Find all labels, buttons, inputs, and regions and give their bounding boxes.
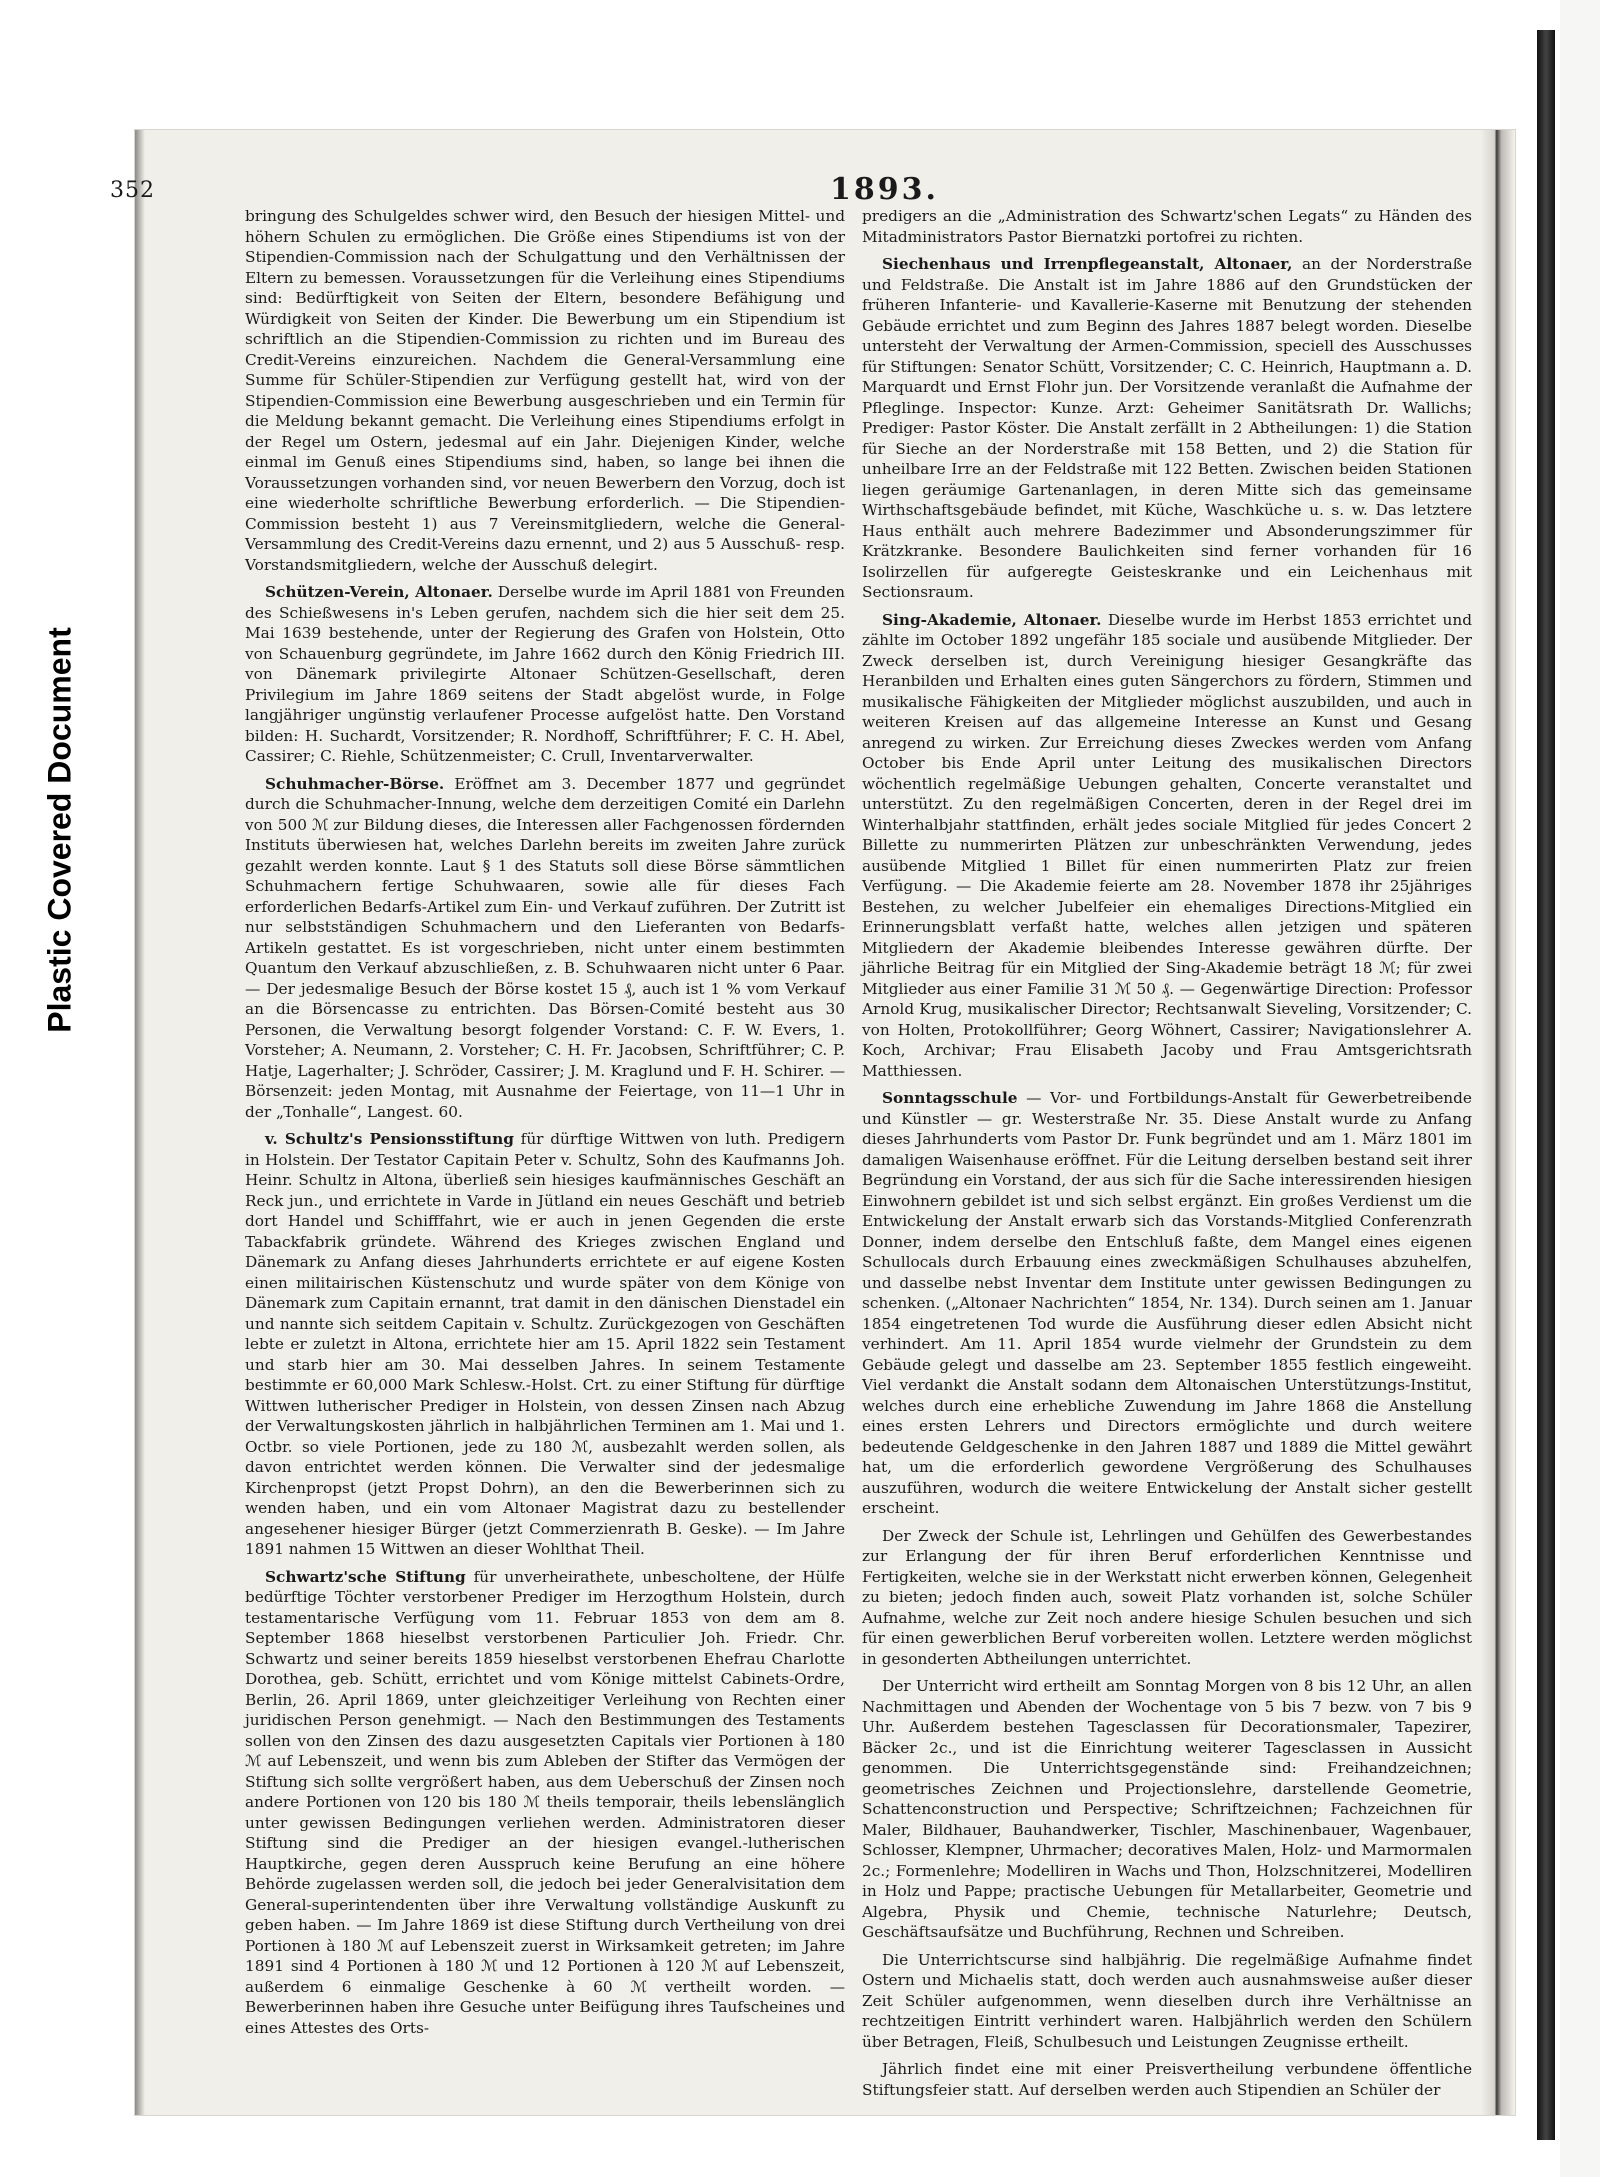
left-column [245,206,845,2045]
entry-heading: Schuhmacher-Börse. [265,774,445,793]
right-column [862,206,1472,2107]
binding-margin [1560,0,1600,2177]
paragraph [862,1950,1472,2053]
page-header [110,172,1410,208]
binding-shadow [1537,30,1555,2140]
paragraph-text: Die Unterrichtscurse sind halbjährig. Die regelmäßige Aufnahme findet Ostern und Michaelis statt, doch werden auch ausnahmsweise außer dieser Zeit Schüler aufgenommen, wenn dieselben durch ihre Verhältnisse an rechtzeitigen Eintritt verhindert waren. Halbjährlich werden den Schülern über Betragen, Fleiß, Schulbesuch und Leistungen Zeugnisse ertheilt. [862,1950,1472,2051]
paragraph-text: Der Unterricht wird ertheilt am Sonntag Morgen von 8 bis 12 Uhr, an allen Nachmittagen und Abenden der Wochentage von 5 bis 7 bezw. von 7 bis 9 Uhr. Außerdem bestehen Tagesclassen für Decorationsmaler, Tapezirer, Bäcker 2c., und ist die Einrichtung weiterer Tagesclassen in Aussicht genommen. Die Unterrichtsgegenstände sind: Freihandzeichnen; geometrisches Zeichnen und Projectionslehre, darstellende Geometrie, Schattenconstruction und Perspective; Schriftzeichnen; Fachzeichnen für Maler, Bildhauer, Bauhandwerker, Tischler, Maschinenbauer, Wagenbauer, Schlosser, Klempner, Uhrmacher; decoratives Malen, Holz- und Marmormalen 2c.; Formenlehre; Modelliren in Wachs und Thon, Holzschnitzerei, Modelliren in Holz und Pappe; practische Uebungen für Metallarbeiter, Geometrie und Algebra, Physik und Chemie, technische Naturlehre; Deutsch, Geschäftsaufsätze und Buchführung, Rechnen und Schreiben. [862,1677,1472,1941]
entry-heading: Schützen-Verein, Altonaer. [265,583,493,601]
paragraph [245,1567,845,2039]
paragraph-text: Der Zweck der Schule ist, Lehrlingen und Gehülfen des Gewerbestandes zur Erlangung der für ihren Beruf erforderlichen Kenntnisse und Fertigkeiten, welche sie in der Werkstatt nicht erwerben können, Gelegenheit zu bieten; jedoch finden auch, soweit Platz vorhanden ist, solche Schüler Aufnahme, welche zur Zeit noch andere hiesige Schulen besuchen und sich für einen gewerblichen Beruf vorbereiten wollen. Letztere werden möglichst in gesonderten Abtheilungen unterrichtet. [862,1526,1472,1668]
paragraph [245,1129,845,1560]
paragraph-text: bringung des Schulgeldes schwer wird, den Besuch der hiesigen Mittel- und höhern Schulen zu ermöglichen. Die Größe eines Stipendiums ist von der Stipendien-Commission nach der Schulgattung und den Verhältnissen der Eltern zu bemessen. Voraussetzungen für die Verleihung eines Stipendiums sind: Bedürftigkeit von Seiten der Eltern, besondere Befähigung und Würdigkeit von Seiten der Kinder. Die Bewerbung um ein Stipendium ist schriftlich an die Stipendien-Commission zu richten und im Bureau des Credit-Vereins einzureichen. Nachdem die General-Versammlung eine Summe für Schüler-Stipendien zur Verfügung gestellt hat, wird von der Stipendien-Commission eine Bewerbung ausgeschrieben und ein Termin für die Meldung bekannt gemacht. Die Verleihung eines Stipendiums erfolgt in der Regel um Ostern, jedesmal auf ein Jahr. Diejenigen Kinder, welche einmal im Genuß eines Stipendiums sind, haben, so lange bei ihnen die Voraussetzungen vorhanden sind, vor neuen Bewerbern den Vorzug, doch ist eine wiederholte schriftliche Bewerbung erforderlich. — Die Stipendien-Commission besteht 1) aus 7 Vereinsmitgliedern, welche die General-Versammlung des Credit-Vereins dazu ernennt, und 2) aus 5 Ausschuß- resp. Vorstandsmitgliedern, welche der Ausschuß delegirt. [245,207,845,574]
page-year: 1893. [830,172,939,207]
paragraph-text: Jährlich findet eine mit einer Preisvertheilung verbundene öffentliche Stiftungsfeier statt. Auf derselben werden auch Stipendien an Schüler der [862,2060,1472,2099]
entry-heading: Sonntagsschule [882,1089,1018,1107]
paragraph [862,1676,1472,1943]
scan-edge-left [135,130,145,2115]
paragraph [245,774,845,1123]
paragraph-text: für dürftige Wittwen von luth. Predigern in Holstein. Der Testator Capitain Peter v. Schultz, Sohn des Kaufmanns Joh. Heinr. Schultz in Altona, überließ sein hiesiges kaufmännisches Geschäft an Reck jun., und errichtete in Varde in Jütland ein neues Geschäft und betrieb dort Handel und Schifffahrt, wie er auch in jenen Gegenden die erste Tabackfabrik gründete. Während des Krieges zwischen England und Dänemark zu Anfang dieses Jahrhunderts errichtete er auf eigene Kosten einen militairischen Küstenschutz und wurde später von dem Könige von Dänemark zum Capitain ernannt, trat damit in den dänischen Dienstadel ein und nannte sich seitdem Capitain v. Schultz. Zurückgezogen von Geschäften lebte er zuletzt in Altona, errichtete hier am 15. April 1822 sein Testament und starb hier am 30. Mai desselben Jahres. In seinem Testamente bestimmte er 60,000 Mark Schlesw.-Holst. Crt. zu einer Stiftung für dürftige Wittwen lutherischer Prediger in Holstein, von dessen Zinsen nach Abzug der Verwaltungskosten jährlich in halbjährlichen Terminen am 1. Mai und 1. Octbr. so viele Portionen, jede zu 180 ℳ, ausbezahlt werden sollen, als davon entrichtet werden können. Die Verwalter sind der jedesmalige Kirchenpropst (jetzt Propst Dohrn), an den die Bewerberinnen sich zu wenden haben, und ein vom Altonaer Magistrat dazu zu bestellender angesehener hiesiger Bürger (jetzt Commerzienrath B. Geske). — Im Jahre 1891 nahmen 15 Wittwen an dieser Wohlthat Theil. [245,1130,845,1558]
entry-heading: Sing-Akademie, Altonaer. [882,610,1102,629]
paragraph-text: für unverheirathete, unbescholtene, der Hülfe bedürftige Töchter verstorbener Prediger im Herzogthum Holstein, durch testamentarische Verfügung vom 11. Februar 1853 von dem am 8. September 1868 hieselbst verstorbenen Particulier Joh. Friedr. Chr. Schwartz und seiner bereits 1859 hieselbst verstorbenen Ehefrau Charlotte Dorothea, geb. Schütt, errichtet und vom Könige mittelst Cabinets-Ordre, Berlin, 26. April 1869, unter gleichzeitiger Verleihung von Rechten einer juridischen Person genehmigt. — Nach den Bestimmungen des Testaments sollen von den Zinsen des dazu ausgesetzten Capitals vier Portionen à 180 ℳ auf Lebenszeit, und wenn bis zum Ableben der Stifter das Vermögen der Stiftung sich sollte vergrößert haben, aus dem Ueberschuß der Zinsen noch andere Portionen von 120 bis 180 ℳ theils temporair, theils lebenslänglich unter gewissen Bedingungen verliehen werden. Administratoren dieser Stiftung sind die Prediger an der hiesigen evangel.-lutherischen Hauptkirche, gegen deren Ausspruch keine Berufung an eine höhere Behörde zugelassen werden soll, die jedoch bei jeder Generalvisitation dem General-superintendenten über ihre Verwaltung vollständige Auskunft zu geben haben. — Im Jahre 1869 ist diese Stiftung durch Vertheilung von drei Portionen à 180 ℳ auf Lebenszeit zuerst in Wirksamkeit getreten; im Jahre 1891 sind 4 Portionen à 180 ℳ und 12 Portionen à 120 ℳ auf Lebenszeit, außerdem 6 einmalige Geschenke à 60 ℳ vertheilt worden. — Bewerberinnen haben ihre Gesuche unter Beifügung ihres Taufscheines und eines Attestes des Orts- [245,1567,845,2037]
page-number: 352 [110,178,155,203]
paragraph-text: an der Norderstraße und Feldstraße. Die Anstalt ist im Jahre 1886 auf den Grundstücken der früheren Infanterie- und Kavallerie-Kaserne mit Benutzung der stehenden Gebäude errichtet und zum Beginn des Jahres 1887 belegt worden. Dieselbe untersteht der Verwaltung der Armen-Commission, speciell des Ausschusses für Stiftungen: Senator Schütt, Vorsitzender; C. C. Heinrich, Hauptmann a. D. Marquardt und Ernst Flohr jun. Der Vorsitzende veranlaßt die Aufnahme der Pfleglinge. Inspector: Kunze. Arzt: Geheimer Sanitätsrath Dr. Wallichs; Prediger: Pastor Köster. Die Anstalt zerfällt in 2 Abtheilungen: 1) die Station für Sieche an der Norderstraße mit 158 Betten, und 2) die Station für unheilbare Irre an der Feldstraße mit 122 Betten. Zwischen beiden Stationen liegen geräumige Gartenanlagen, in deren Mitte sich das gemeinsame Wirthschaftsgebäude befindet, mit Küche, Waschküche u. s. w. Das letztere Haus enthält auch mehrere Badezimmer und Absonderungszimmer für Krätzkranke. Besondere Baulichkeiten sind ferner vorhanden für 16 Isolirzellen für aufgeregte Geisteskranke und ein Leichenhaus mit Sectionsraum. [862,255,1473,601]
entry-heading: Schwartz'sche Stiftung [265,1567,466,1586]
paragraph [862,206,1472,247]
side-label-text: Plastic Covered Document [41,627,78,1033]
paragraph-text: — Vor- und Fortbildungs-Anstalt für Gewerbetreibende und Künstler — gr. Westerstraße Nr. 35. Diese Anstalt wurde zu Anfang dieses Jahrhunderts vom Pastor Dr. Funk begründet und am 1. März 1801 im damaligen Waisenhause eröffnet. Für die Leitung derselben bestand seit ihrer Begründung ein Vorstand, der aus sich für die Sache interessirenden hiesigen Einwohnern gebildet ist und sich selbst ergänzt. Ein großes Verdienst um die Entwickelung der Anstalt erwarb sich das Vorstands-Mitglied Conferenzrath Donner, indem derselbe den Entschluß faßte, dem Mangel eines eigenen Schullocals durch Erbauung eines zweckmäßigen Schulhauses abzuhelfen, und dasselbe nebst Inventar dem Institute unter gewissen Bedingungen zu schenken. („Altonaer Nachrichten“ 1854, Nr. 134). Durch seinen am 1. Januar 1854 eingetretenen Tod wurde die Ausführung dieser edlen Absicht nicht verhindert. Am 11. April 1854 wurde vielmehr der Grundstein zu dem Gebäude gelegt und dasselbe am 23. September 1855 festlich eingeweiht. Viel verdankt die Anstalt sodann dem Altonaischen Unterstützungs-Institut, welches durch eine erhebliche Zuwendung im Jahre 1868 die Anstellung eines ersten Lehrers und Directors ermöglichte und durch weitere bedeutende Geldgeschenke in den Jahren 1887 und 1889 die Mittel gewährt hat, um die erforderlich gewordene Vergrößerung des Schulhauses auszuführen, wodurch die weitere Entwickelung der Anstalt sicher gestellt erscheint. [862,1089,1472,1517]
paragraph-text: Dieselbe wurde im Herbst 1853 errichtet und zählte im October 1892 ungefähr 185 sociale und ausübende Mitglieder. Der Zweck derselben ist, durch Vereinigung hiesiger Gesangkräfte das Heranbilden und Erhalten eines guten Sängerchors zu fördern, Stimmen und musikalische Fähigkeiten der Mitglieder möglichst auszubilden, und auch in weiteren Kreisen auf das allgemeine Interesse an Kunst und Gesang anregend zu wirken. Zur Erreichung dieses Zweckes werden vom Anfang October bis Ende April unter Leitung des musikalischen Directors wöchentlich regelmäßige Uebungen gehalten, Concerte veranstaltet und unterstützt. Zu den regelmäßigen Concerten, deren in der Regel drei im Winterhalbjahr stattfinden, erhält jedes sociale Mitglied für jedes Concert 2 Billette zu nummerirten Plätzen zur unbeschränkten Verwendung, jedes ausübende Mitglied 1 Billet für einen nummerirten Platz zur freien Verfügung. — Die Akademie feierte am 28. November 1878 ihr 25jähriges Bestehen, zu welcher Jubelfeier ein ehemaliges Directions-Mitglied ein Erinnerungsblatt verfaßt hatte, welches allen jetzigen und späteren Mitgliedern der Akademie bleibendes Interesse gewähren dürfte. Der jährliche Beitrag für ein Mitglied der Sing-Akademie beträgt 18 ℳ; für zwei Mitglieder aus einer Familie 31 ℳ 50 ₰. — Gegenwärtige Direction: Professor Arnold Krug, musikalischer Director; Rechtsanwalt Sieveling, Vorsitzender; C. von Holten, Protokollführer; Georg Wöhnert, Cassirer; Navigationslehrer A. Koch, Archivar; Frau Elisabeth Jacoby und Frau Amtsgerichtsrath Matthiessen. [862,610,1472,1080]
paragraph [245,582,845,767]
paragraph [862,1088,1472,1519]
paragraph-text: predigers an die „Administration des Schwartz'schen Legats“ zu Händen des Mitadministrators Pastor Biernatzki portofrei zu richten. [862,207,1472,246]
side-label [30,560,90,1100]
entry-heading: Siechenhaus und Irrenpflegeanstalt, Altonaer, [882,255,1293,273]
paragraph [862,610,1472,1082]
paragraph [862,2059,1472,2100]
paragraph [862,254,1472,603]
scan-edge-right [1481,130,1515,2115]
paragraph [862,1526,1472,1670]
paragraph-text: Eröffnet am 3. December 1877 und gegründet durch die Schuhmacher-Innung, welche dem derzeitigen Comité ein Darlehn von 500 ℳ zur Bildung dieses, die Interessen aller Fachgenossen fördernden Instituts überwiesen hat, welches Darlehn bereits im zweiten Jahre zurück gezahlt werden konnte. Laut § 1 des Statuts soll diese Börse sämmtlichen Schuhmachern fertige Schuhwaaren, sowie alle für dieses Fach erforderlichen Bedarfs-Artikel zum Ein- und Verkauf zuführen. Der Zutritt ist nur selbstständigen Schuhmachern und den Lieferanten von Bedarfs-Artikeln gestattet. Es ist vorgeschrieben, nicht unter einem bestimmten Quantum den Verkauf abzuschließen, z. B. Schuhwaaren nicht unter 6 Paar. — Der jedesmalige Besuch der Börse kostet 15 ₰, auch ist 1 % vom Verkauf an die Börsencasse zu entrichten. Das Börsen-Comité besteht aus 30 Personen, die Verwaltung besorgt folgender Vorstand: C. F. W. Evers, 1. Vorsteher; A. Neumann, 2. Vorsteher; C. H. Fr. Jacobsen, Schriftführer; C. P. Hatje, Lagerhalter; J. Schröder, Cassirer; J. M. Kraglund und F. H. Schirer. — Börsenzeit: jeden Montag, mit Ausnahme der Feiertage, von 11—1 Uhr in der „Tonhalle“, Langest. 60. [245,774,846,1121]
entry-heading: v. Schultz's Pensionsstiftung [265,1130,514,1148]
paragraph [245,206,845,575]
paragraph-text: Derselbe wurde im April 1881 von Freunden des Schießwesens in's Leben gerufen, nachdem sich die hier seit dem 25. Mai 1639 bestehende, unter der Regierung des Grafen von Holstein, Otto von Schauenburg gegründete, im Jahre 1662 durch den König Friedrich III. von Dänemark privilegirte Altonaer Schützen-Gesellschaft, deren Privilegium im Jahre 1869 seitens der Stadt abgelöst wurde, in Folge langjähriger ungünstig verlaufener Processe aufgelöst hatte. Den Vorstand bilden: H. Suchardt, Vorsitzender; R. Nordhoff, Schriftführer; F. C. H. Abel, Cassirer; C. Riehle, Schützenmeister; C. Crull, Inventarverwalter. [245,583,845,765]
